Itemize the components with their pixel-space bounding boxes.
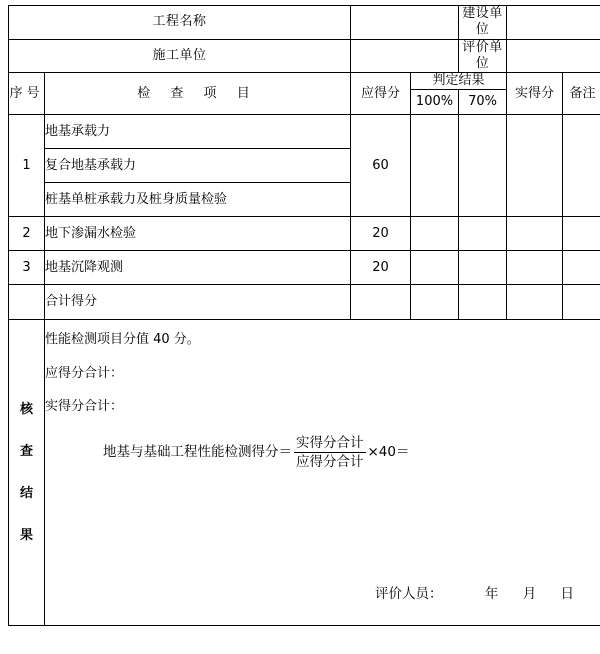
contractor-label: 施工单位 bbox=[9, 39, 351, 73]
column-header-remark: 备注 bbox=[563, 73, 600, 115]
review-label-char-4: 果 bbox=[9, 515, 44, 557]
formula-suffix: ×40＝ bbox=[368, 444, 410, 461]
score-formula bbox=[103, 435, 600, 470]
table-header-row-top bbox=[9, 73, 600, 90]
row-item-2a: 地下渗漏水检验 bbox=[45, 217, 351, 251]
row-seq-3: 3 bbox=[9, 251, 45, 285]
table-row-contractor bbox=[9, 39, 600, 73]
contractor-value[interactable] bbox=[351, 39, 459, 73]
row-item-1a: 地基承载力 bbox=[45, 115, 351, 149]
review-label-char-3: 结 bbox=[9, 473, 44, 515]
row-item-1b: 复合地基承载力 bbox=[45, 149, 351, 183]
formula-prefix: 地基与基础工程性能检测得分＝ bbox=[103, 444, 292, 461]
column-header-seq: 序号 bbox=[9, 73, 45, 115]
total-actual[interactable] bbox=[507, 285, 563, 320]
row-j70-2[interactable] bbox=[459, 217, 507, 251]
row-j100-1[interactable] bbox=[411, 115, 459, 217]
column-header-should-score: 应得分 bbox=[351, 73, 411, 115]
row-item-3a: 地基沉降观测 bbox=[45, 251, 351, 285]
evaluator-signature-label[interactable]: 评价人员： bbox=[375, 586, 443, 603]
column-header-pct-70: 70% bbox=[459, 90, 507, 115]
total-j70[interactable] bbox=[459, 285, 507, 320]
row-j70-1[interactable] bbox=[459, 115, 507, 217]
total-should[interactable] bbox=[351, 285, 411, 320]
table-row-project bbox=[9, 6, 600, 40]
row-j100-3[interactable] bbox=[411, 251, 459, 285]
review-result-body bbox=[45, 320, 600, 626]
evaluation-form-table bbox=[8, 5, 600, 626]
project-name-value[interactable] bbox=[351, 6, 459, 40]
row-remark-3[interactable] bbox=[563, 251, 600, 285]
total-label: 合计得分 bbox=[45, 285, 351, 320]
row-seq-2: 2 bbox=[9, 217, 45, 251]
review-label-char-1: 核 bbox=[9, 389, 44, 431]
formula-fraction bbox=[294, 435, 366, 470]
formula-denominator: 应得分合计 bbox=[294, 453, 366, 470]
review-line-2: 应得分合计： bbox=[45, 364, 600, 384]
total-seq-blank bbox=[9, 285, 45, 320]
row-should-3: 20 bbox=[351, 251, 411, 285]
date-label[interactable]: 年 月 日 bbox=[485, 586, 584, 603]
row-should-1: 60 bbox=[351, 115, 411, 217]
construction-unit-value[interactable] bbox=[507, 6, 600, 40]
evaluation-form-sheet bbox=[0, 5, 600, 654]
evaluation-unit-label: 评价单位 bbox=[459, 39, 507, 73]
review-line-3: 实得分合计： bbox=[45, 397, 600, 417]
construction-unit-label: 建设单位 bbox=[459, 6, 507, 40]
review-content-wrap bbox=[45, 330, 600, 615]
review-result-label bbox=[9, 320, 45, 626]
row-item-1c: 桩基单桩承载力及桩身质量检验 bbox=[45, 183, 351, 217]
evaluation-unit-value[interactable] bbox=[507, 39, 600, 73]
row-actual-2[interactable] bbox=[507, 217, 563, 251]
row-remark-2[interactable] bbox=[563, 217, 600, 251]
table-row bbox=[9, 115, 600, 149]
table-row-total bbox=[9, 285, 600, 320]
review-label-char-2: 查 bbox=[9, 431, 44, 473]
row-j100-2[interactable] bbox=[411, 217, 459, 251]
table-row bbox=[9, 217, 600, 251]
table-row bbox=[9, 251, 600, 285]
formula-numerator: 实得分合计 bbox=[294, 435, 366, 453]
total-remark[interactable] bbox=[563, 285, 600, 320]
row-remark-1[interactable] bbox=[563, 115, 600, 217]
project-name-label: 工程名称 bbox=[9, 6, 351, 40]
review-line-1: 性能检测项目分值 40 分。 bbox=[45, 330, 600, 350]
column-header-judgement: 判定结果 bbox=[411, 73, 507, 90]
row-seq-1: 1 bbox=[9, 115, 45, 217]
row-actual-3[interactable] bbox=[507, 251, 563, 285]
row-actual-1[interactable] bbox=[507, 115, 563, 217]
column-header-actual-score: 实得分 bbox=[507, 73, 563, 115]
column-header-pct-100: 100% bbox=[411, 90, 459, 115]
row-should-2: 20 bbox=[351, 217, 411, 251]
row-j70-3[interactable] bbox=[459, 251, 507, 285]
total-j100[interactable] bbox=[411, 285, 459, 320]
table-row-review bbox=[9, 320, 600, 626]
column-header-item: 检 查 项 目 bbox=[45, 73, 351, 115]
